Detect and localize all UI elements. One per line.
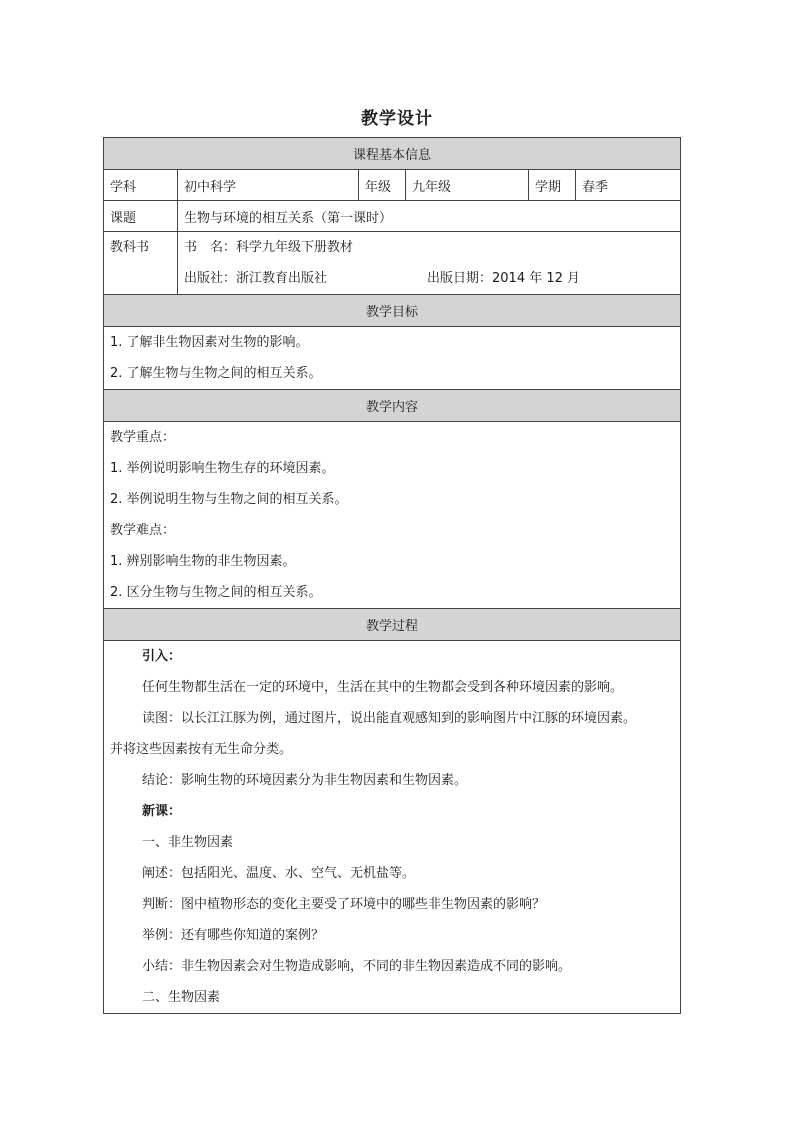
term-label: 学期 (529, 170, 576, 201)
goals-row (104, 327, 681, 390)
difficult-point-item: 2. 区分生物与生物之间的相互关系。 (110, 585, 322, 600)
process-paragraph: 读图：以长江江豚为例，通过图片，说出能直观感知到的影响图片中江豚的环境因素。 (142, 711, 637, 726)
info-row-textbook (104, 232, 681, 295)
goals-cell (104, 327, 681, 390)
section-title-goals: 教学目标 (104, 295, 681, 327)
goal-item: 2. 了解生物与生物之间的相互关系。 (110, 366, 322, 381)
section-header-process (104, 609, 681, 641)
process-paragraph: 任何生物都生活在一定的环境中，生活在其中的生物都会受到各种环境因素的影响。 (142, 680, 624, 695)
process-heading: 二、生物因素 (142, 990, 221, 1005)
section-header-content (104, 390, 681, 422)
publisher-row (184, 263, 674, 294)
grade-value: 九年级 (406, 170, 529, 201)
document-title: 教学设计 (361, 109, 433, 129)
section-title-basic: 课程基本信息 (104, 138, 681, 170)
key-point-item: 1. 举例说明影响生物生存的环境因素。 (110, 461, 335, 476)
content-cell (104, 422, 681, 609)
info-row-subject (104, 170, 681, 201)
process-paragraph: 并将这些因素按有无生命分类。 (110, 742, 293, 757)
textbook-details (178, 232, 681, 295)
textbook-label-text: 教科书 (110, 240, 150, 255)
textbook-label (104, 232, 178, 295)
content-row (104, 422, 681, 609)
new-lesson-label: 新课： (142, 804, 182, 819)
publish-date: 出版日期：2014 年 12 月 (427, 271, 581, 286)
subject-label: 学科 (104, 170, 178, 201)
book-name: 书 名：科学九年级下册教材 (184, 240, 354, 255)
section-header-goals (104, 295, 681, 327)
topic-label: 课题 (104, 201, 178, 232)
key-point-item: 2. 举例说明生物与生物之间的相互关系。 (110, 492, 348, 507)
process-paragraph: 小结：非生物因素会对生物造成影响，不同的非生物因素造成不同的影响。 (142, 959, 572, 974)
subject-value: 初中科学 (178, 170, 359, 201)
lesson-plan-table (103, 137, 681, 1014)
difficult-point-item: 1. 辨别影响生物的非生物因素。 (110, 554, 296, 569)
goal-item: 1. 了解非生物因素对生物的影响。 (110, 335, 309, 350)
info-row-topic (104, 201, 681, 232)
publisher: 出版社：浙江教育出版社 (184, 271, 328, 286)
process-heading: 一、非生物因素 (142, 835, 234, 850)
topic-value: 生物与环境的相互关系（第一课时） (178, 201, 681, 232)
process-cell (104, 641, 681, 1014)
grade-label: 年级 (359, 170, 406, 201)
difficult-points-label: 教学难点： (110, 523, 176, 538)
term-value: 春季 (576, 170, 681, 201)
process-paragraph: 举例：还有哪些你知道的案例？ (142, 928, 325, 943)
process-row (104, 641, 681, 1014)
process-paragraph: 结论：影响生物的环境因素分为非生物因素和生物因素。 (142, 773, 468, 788)
process-paragraph: 判断：图中植物形态的变化主要受了环境中的哪些非生物因素的影响？ (142, 897, 546, 912)
key-points-label: 教学重点： (110, 430, 176, 445)
process-paragraph: 阐述：包括阳光、温度、水、空气、无机盐等。 (142, 866, 416, 881)
section-header-basic (104, 138, 681, 170)
intro-label: 引入： (142, 649, 182, 664)
section-title-process: 教学过程 (104, 609, 681, 641)
section-title-content: 教学内容 (104, 390, 681, 422)
